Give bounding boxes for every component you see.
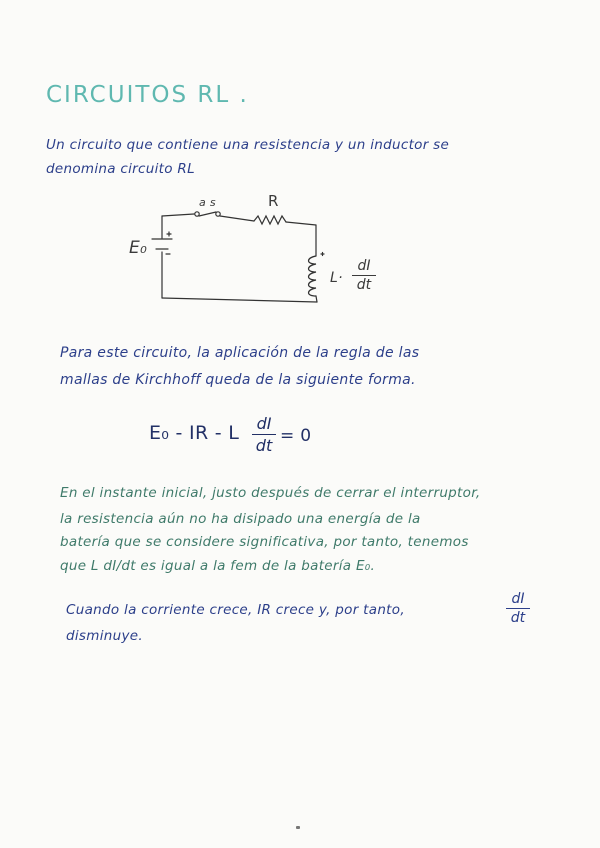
circuit-frac-den: dt	[356, 277, 372, 293]
circuit-fraction	[352, 258, 376, 293]
intro-line-1: Un circuito que contiene una resistencia y un inductor se	[46, 137, 450, 153]
paragraph2-line-2: la resistencia aún no ha disipado una energía de la	[60, 511, 421, 527]
paragraph2-line-3: batería que se considere significativa, por tanto, tenemos	[60, 534, 469, 550]
paragraph3-frac-num: dI	[511, 591, 525, 607]
switch-contact-b	[216, 212, 220, 216]
paragraph1-line-1: Para este circuito, la aplicación de la regla de las	[60, 345, 420, 361]
switch-lever	[199, 212, 216, 216]
right-wire-lower	[316, 296, 317, 302]
battery-plus-sign	[167, 232, 171, 236]
equation-frac-bar	[252, 434, 276, 435]
switch-label: a s	[199, 196, 216, 209]
paragraph3-line-2: disminuye.	[66, 628, 143, 644]
paragraph2-line-4: que L dI/dt es igual a la fem de la batería E₀.	[60, 558, 376, 574]
resistor-label: R	[268, 192, 279, 210]
paragraph3-frac-den: dt	[510, 610, 526, 626]
equation-fraction	[252, 414, 276, 455]
top-wire-left	[162, 214, 194, 216]
page-title: CIRCUITOS RL .	[46, 82, 249, 108]
equation-frac-den: dt	[255, 436, 273, 455]
circuit-frac-num: dI	[357, 258, 371, 274]
equation-left: E₀ - IR - L	[149, 422, 240, 444]
paragraph3-frac-bar	[506, 608, 530, 609]
inductor-coil	[309, 256, 317, 296]
emf-label: E₀	[129, 238, 148, 258]
paragraph2-line-1: En el instante inicial, justo después de cerrar el interruptor,	[60, 485, 481, 501]
paragraph3-fraction	[506, 591, 530, 626]
paragraph1-line-2: mallas de Kirchhoff queda de la siguiente forma.	[60, 372, 416, 388]
paragraph3-line-1: Cuando la corriente crece, IR crece y, por tanto,	[66, 602, 405, 618]
equation-frac-num: dI	[256, 414, 272, 433]
top-wire-right	[286, 222, 316, 225]
equation-right: = 0	[280, 426, 312, 446]
inductor-label: L·	[330, 270, 343, 286]
switch-contact-a	[195, 212, 199, 216]
page-mark	[296, 826, 300, 829]
inductor-plus-sign	[321, 253, 324, 256]
top-wire-mid	[220, 216, 254, 221]
circuit-frac-bar	[352, 275, 376, 276]
intro-line-2: denomina circuito RL	[46, 161, 195, 177]
bottom-wire	[162, 298, 317, 302]
resistor-zigzag	[254, 216, 286, 224]
